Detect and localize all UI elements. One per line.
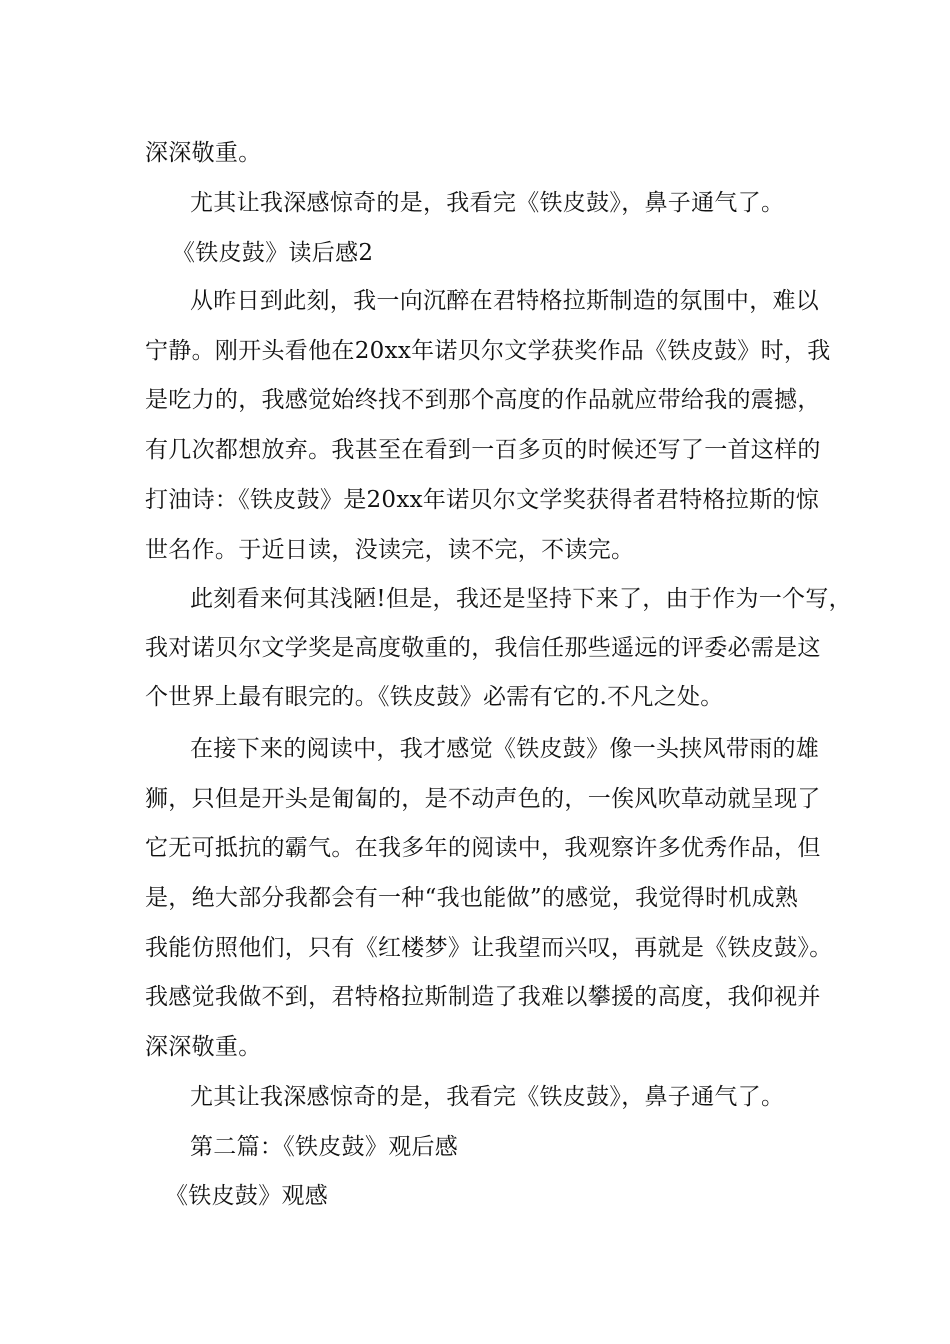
paragraph-line: 狮，只但是开头是匍匐的，是不动声色的，一俟风吹草动就呈现了 [145,786,821,812]
paragraph-line: 我感觉我做不到，君特格拉斯制造了我难以攀援的高度，我仰视并 [145,984,821,1010]
section-heading: 《铁皮鼓》观感 [165,1183,329,1209]
paragraph-line: 深深敬重。 [145,140,262,166]
paragraph-line: 尤其让我深感惊奇的是，我看完《铁皮鼓》，鼻子通气了。 [190,190,785,216]
paragraph-line: 我能仿照他们，只有《红楼梦》让我望而兴叹，再就是《铁皮鼓》。 [145,935,833,961]
paragraph-line: 宁静。刚开头看他在20xx年诺贝尔文学获奖作品《铁皮鼓》时，我 [145,338,831,364]
paragraph-line: 我对诺贝尔文学奖是高度敬重的，我信任那些遥远的评委必需是这 [145,635,821,661]
paragraph-line: 尤其让我深感惊奇的是，我看完《铁皮鼓》，鼻子通气了。 [190,1084,785,1110]
paragraph-line: 此刻看来何其浅陋!但是，我还是坚持下来了，由于作为一个写， [190,586,852,612]
paragraph-line: 在接下来的阅读中，我才感觉《铁皮鼓》像一头挟风带雨的雄 [190,736,820,762]
paragraph-line: 个世界上最有眼完的。《铁皮鼓》必需有它的.不凡之处。 [145,684,724,710]
paragraph-line: 是，绝大部分我都会有一种“我也能做”的感觉，我觉得时机成熟 [145,885,799,911]
paragraph-line: 从昨日到此刻，我一向沉醉在君特格拉斯制造的氛围中，难以 [190,288,820,314]
paragraph-line: 是吃力的，我感觉始终找不到那个高度的作品就应带给我的震撼， [145,387,821,413]
paragraph-line: 世名作。于近日读，没读完，读不完，不读完。 [145,537,635,563]
paragraph-line: 有几次都想放弃。我甚至在看到一百多页的时候还写了一首这样的 [145,437,821,463]
section-heading: 第二篇：《铁皮鼓》观后感 [190,1134,459,1160]
section-heading: 《铁皮鼓》读后感2 [172,240,374,266]
paragraph-line: 打油诗：《铁皮鼓》是20xx年诺贝尔文学奖获得者君特格拉斯的惊 [145,487,820,513]
paragraph-line: 它无可抵抗的霸气。在我多年的阅读中，我观察许多优秀作品，但 [145,835,821,861]
paragraph-line: 深深敬重。 [145,1034,262,1060]
